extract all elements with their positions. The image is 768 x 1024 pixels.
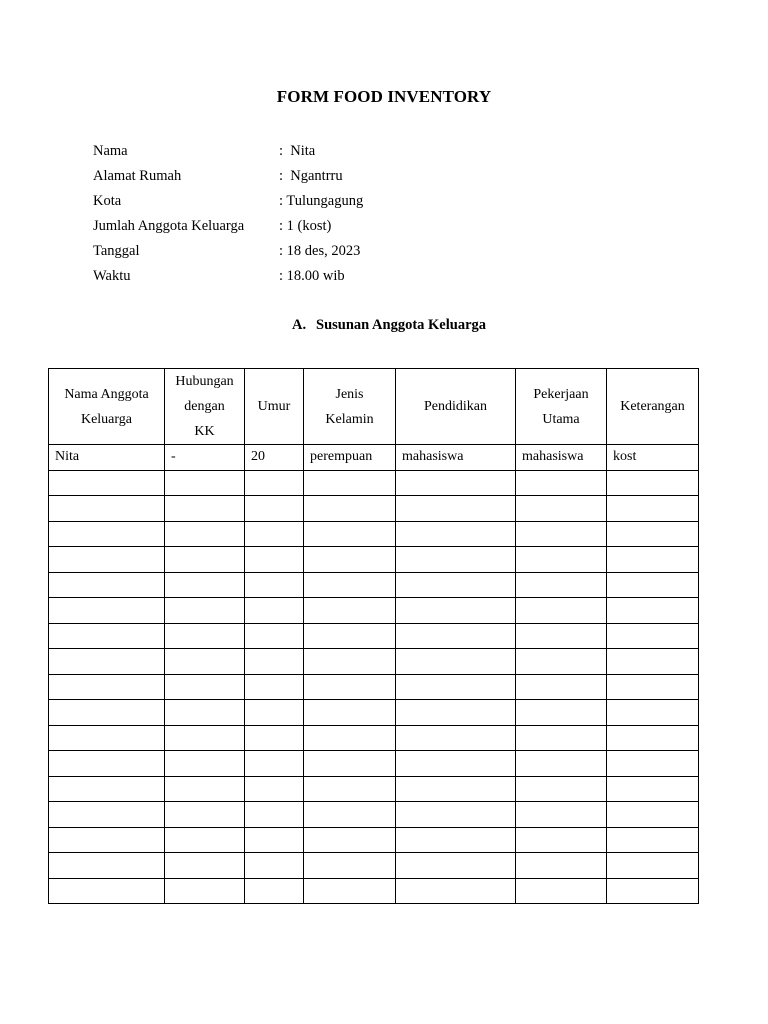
table-cell: [245, 496, 304, 522]
column-header-line: Umur: [257, 399, 291, 414]
column-header-line: Kelamin: [325, 411, 374, 427]
table-cell: [165, 725, 245, 751]
table-cell: [304, 776, 396, 802]
table-row: [49, 572, 699, 598]
table-cell: mahasiswa: [396, 445, 516, 471]
table-cell: [245, 827, 304, 853]
table-cell: [304, 674, 396, 700]
table-cell: [607, 674, 699, 700]
info-value: : Ngantrru: [279, 168, 343, 184]
table-cell: [165, 751, 245, 777]
table-cell: [165, 674, 245, 700]
table-cell: [607, 623, 699, 649]
table-cell: [49, 470, 165, 496]
table-cell: [304, 802, 396, 828]
table-cell: [304, 649, 396, 675]
table-cell: [396, 521, 516, 547]
table-cell: [49, 547, 165, 573]
table-cell: [396, 598, 516, 624]
table-body: [49, 445, 699, 904]
column-header-line: Hubungan: [175, 374, 234, 389]
table-cell: [49, 674, 165, 700]
table-row: [49, 853, 699, 879]
table-cell: [516, 878, 607, 904]
table-cell: [165, 547, 245, 573]
info-label: Jumlah Anggota Keluarga: [93, 218, 245, 234]
table-cell: [245, 572, 304, 598]
table-row: [49, 496, 699, 522]
table-cell: [304, 827, 396, 853]
table-cell: [396, 827, 516, 853]
info-row-waktu: [93, 266, 363, 291]
table-row: [49, 547, 699, 573]
info-row-jumlah: [93, 216, 363, 241]
table-cell: [516, 547, 607, 573]
table-cell: [245, 878, 304, 904]
table-cell: [607, 572, 699, 598]
table-cell: [396, 496, 516, 522]
table-cell: [245, 853, 304, 879]
table-cell: [165, 521, 245, 547]
table-cell: [396, 878, 516, 904]
table-cell: [165, 496, 245, 522]
table-cell: [304, 496, 396, 522]
info-row-kota: [93, 191, 363, 216]
table-cell: [49, 700, 165, 726]
column-header-text: [258, 394, 291, 419]
table-row: [49, 802, 699, 828]
info-label: Waktu: [93, 268, 131, 284]
column-header-line: Pekerjaan: [533, 386, 589, 402]
table-cell: [607, 700, 699, 726]
table-cell: [304, 598, 396, 624]
section-title: Susunan Anggota Keluarga: [316, 317, 487, 333]
table-cell: [245, 700, 304, 726]
info-value: : 18 des, 2023: [279, 243, 361, 259]
table-cell: [49, 802, 165, 828]
table-cell: [607, 649, 699, 675]
table-cell: [607, 878, 699, 904]
table-cell: [607, 853, 699, 879]
table-row: [49, 725, 699, 751]
table-cell: [516, 827, 607, 853]
table-cell: [396, 572, 516, 598]
table-cell: [304, 521, 396, 547]
table-cell: [396, 649, 516, 675]
table-cell: [49, 598, 165, 624]
column-header-line: KK: [194, 424, 215, 439]
table-cell: [607, 725, 699, 751]
column-header-text: [620, 394, 685, 419]
table-cell: [607, 547, 699, 573]
table-cell: mahasiswa: [516, 445, 607, 471]
table-cell: [245, 598, 304, 624]
section-heading: [292, 317, 486, 334]
table-cell: [165, 827, 245, 853]
table-row: [49, 521, 699, 547]
form-title: FORM FOOD INVENTORY: [276, 87, 492, 106]
table-cell: [607, 751, 699, 777]
table-cell: [49, 776, 165, 802]
table-cell: [245, 751, 304, 777]
table-cell: [516, 776, 607, 802]
table-cell: [165, 700, 245, 726]
column-header-line: Keluarga: [80, 411, 133, 427]
table-cell: [165, 776, 245, 802]
table-cell: [304, 547, 396, 573]
table-cell: [304, 878, 396, 904]
table-cell: [245, 623, 304, 649]
column-header-text: [533, 382, 588, 432]
table-cell: [49, 623, 165, 649]
table-cell: [165, 572, 245, 598]
table-cell: [49, 751, 165, 777]
info-label: Alamat Rumah: [93, 168, 182, 184]
table-row: [49, 878, 699, 904]
table-cell: [396, 751, 516, 777]
table-cell: [245, 674, 304, 700]
table-cell: [607, 802, 699, 828]
table-cell: kost: [607, 445, 699, 471]
table-cell: [49, 496, 165, 522]
table-cell: [607, 521, 699, 547]
column-header-text: [325, 382, 373, 432]
section-marker: A.: [292, 317, 307, 333]
table-cell: [607, 496, 699, 522]
column-header: [607, 369, 699, 445]
table-cell: [607, 827, 699, 853]
table-cell: [396, 623, 516, 649]
info-value: : 18.00 wib: [279, 268, 345, 284]
table-cell: [49, 521, 165, 547]
column-header-line: Pendidikan: [424, 399, 487, 414]
table-cell: [245, 725, 304, 751]
table-cell: [396, 776, 516, 802]
table-cell: [607, 776, 699, 802]
table-cell: 20: [245, 445, 304, 471]
table-cell: [516, 751, 607, 777]
members-table: [48, 368, 699, 904]
info-row-nama: [93, 141, 363, 166]
table-cell: [516, 725, 607, 751]
table-cell: [49, 853, 165, 879]
table-cell: [516, 674, 607, 700]
table-cell: [516, 853, 607, 879]
table-cell: [245, 470, 304, 496]
table-cell: [516, 623, 607, 649]
table-cell: [165, 802, 245, 828]
column-header: [304, 369, 396, 445]
column-header-text: [64, 382, 148, 432]
table-cell: [49, 878, 165, 904]
table-cell: [304, 725, 396, 751]
table-cell: [245, 521, 304, 547]
table-cell: [396, 470, 516, 496]
table-cell: [516, 700, 607, 726]
table-cell: [49, 649, 165, 675]
table-cell: [49, 725, 165, 751]
table-row: [49, 598, 699, 624]
column-header-line: Keterangan: [620, 399, 685, 414]
table-row: [49, 470, 699, 496]
table-cell: [396, 547, 516, 573]
table-cell: [245, 649, 304, 675]
table-cell: Nita: [49, 445, 165, 471]
info-label: Kota: [93, 193, 122, 209]
table-cell: [49, 572, 165, 598]
info-label: Nama: [93, 143, 128, 159]
table-cell: [165, 853, 245, 879]
info-value: : Tulungagung: [279, 193, 364, 209]
table-row: [49, 776, 699, 802]
table-cell: [304, 623, 396, 649]
table-cell: [516, 470, 607, 496]
table-cell: perempuan: [304, 445, 396, 471]
table-row: [49, 827, 699, 853]
info-block: [93, 141, 363, 291]
table-row: [49, 674, 699, 700]
table-cell: [245, 547, 304, 573]
info-label: Tanggal: [93, 243, 140, 259]
table-cell: [165, 649, 245, 675]
table-cell: [396, 802, 516, 828]
info-value: : Nita: [279, 143, 316, 159]
info-row-alamat: [93, 166, 363, 191]
column-header-line: Jenis: [335, 386, 364, 402]
table-cell: [49, 827, 165, 853]
info-value: : 1 (kost): [279, 218, 332, 234]
info-row-tanggal: [93, 241, 363, 266]
table-cell: [304, 751, 396, 777]
table-cell: -: [165, 445, 245, 471]
table-cell: [516, 802, 607, 828]
table-cell: [165, 470, 245, 496]
table-cell: [607, 598, 699, 624]
table-row: [49, 649, 699, 675]
column-header: [516, 369, 607, 445]
table-row: [49, 445, 699, 471]
table-cell: [304, 470, 396, 496]
table-cell: [516, 572, 607, 598]
table-cell: [396, 674, 516, 700]
table-cell: [607, 470, 699, 496]
column-header-line: Nama Anggota: [64, 386, 149, 402]
table-cell: [165, 623, 245, 649]
table-cell: [516, 598, 607, 624]
table-cell: [245, 802, 304, 828]
table-cell: [304, 572, 396, 598]
table-row: [49, 623, 699, 649]
column-header-text: [175, 369, 233, 444]
table-cell: [165, 598, 245, 624]
column-header-text: [424, 394, 487, 419]
table-cell: [516, 496, 607, 522]
column-header: [396, 369, 516, 445]
table-cell: [304, 853, 396, 879]
column-header-line: Utama: [542, 411, 580, 427]
column-header: [49, 369, 165, 445]
column-header: [245, 369, 304, 445]
table-cell: [304, 700, 396, 726]
table-cell: [165, 878, 245, 904]
table-row: [49, 700, 699, 726]
table-cell: [516, 649, 607, 675]
table-cell: [516, 521, 607, 547]
table-cell: [396, 700, 516, 726]
column-header: [165, 369, 245, 445]
table-cell: [396, 853, 516, 879]
table-cell: [396, 725, 516, 751]
table-row: [49, 751, 699, 777]
table-header-row: [49, 369, 699, 445]
table-cell: [245, 776, 304, 802]
column-header-line: dengan: [184, 399, 225, 414]
